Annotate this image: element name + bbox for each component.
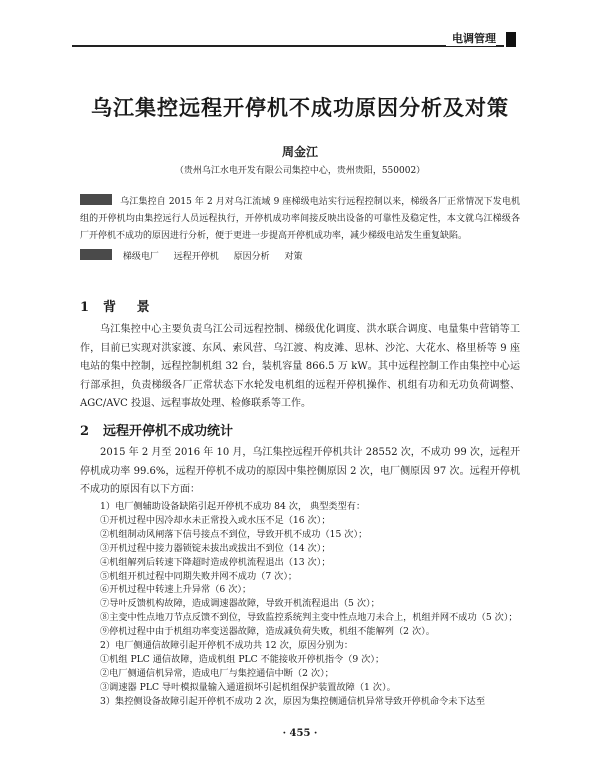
section-2-title: 远程开停机不成功统计 — [103, 424, 234, 439]
running-header — [0, 30, 600, 52]
list-item: ①开机过程中因冷却水未正常投入或水压不足（16 次）； — [100, 514, 331, 526]
section-1-title: 背 景 — [103, 300, 158, 315]
list-item: ④机组解列后转速下降超时造成停机流程退出（13 次）； — [100, 556, 331, 568]
section-2-intro: 2015 年 2 月至 2016 年 10 月，乌江集控远程开停机共计 28552 次，不成功 99 次，远程开停机成功率 99.6%，远程开停机不成功的原因中集控侧原因 2 次，电厂侧原因 97 次。远程开停机不成功的原因有以下方面： — [80, 447, 520, 496]
list-item: ②电厂侧通信机异常，造成电厂与集控通信中断（2 次）； — [100, 667, 334, 679]
list-item: ⑤机组开机过程中同期失败并网不成功（7 次）； — [100, 570, 298, 582]
keyword: 远程开停机 — [173, 252, 219, 262]
list-item: ⑧主变中性点地刀节点反馈不到位，导致监控系统判主变中性点地刀未合上，机组并网不成功（5 次）； — [100, 612, 518, 624]
section-2-heading — [80, 420, 233, 439]
subsection-1-lead: 1）电厂侧辅助设备缺陷引起开停机不成功 84 次， 典型类型有： — [100, 501, 366, 512]
abstract-label-marker — [80, 194, 112, 205]
author-name: 周金江 — [281, 145, 318, 159]
header-block-marker — [506, 32, 516, 47]
list-item: ③调速器 PLC 导叶模拟量输入通道损坏引起机组保护装置故障（1 次）。 — [100, 681, 396, 693]
header-section-label: 电调管理 — [446, 30, 496, 46]
keyword: 对策 — [284, 252, 303, 262]
list-item: ②机组制动风闸落下信号接点不到位，导致开机不成功（15 次）； — [100, 528, 368, 540]
section-2-number: 2 — [80, 424, 90, 439]
keyword: 原因分析 — [233, 252, 270, 262]
subsection-2-lead: 2）电厂侧通信故障引起开停机不成功共 12 次，原因分别为： — [100, 640, 354, 652]
header-rule — [72, 45, 504, 47]
section-1-heading — [80, 296, 158, 315]
author-affiliation: （贵州乌江水电开发有限公司集控中心，贵州贵阳，550002） — [174, 166, 426, 176]
keywords-label-marker — [80, 249, 112, 260]
abstract-text: 乌江集控自 2015 年 2 月对乌江流域 9 座梯级电站实行远程控制以来，梯级各厂正常情况下发电机组的开停机均由集控远行人员远程执行，开停机成功率间接反映出设备的可靠性及稳定性，本文就乌江梯级各厂开停机不成功的原因进行分析，便于更进一步提高开停机成功率，减少梯级电站发生重复缺陷。 — [80, 197, 520, 241]
list-item: ①机组 PLC 通信故障，造成机组 PLC 不能接收开停机指令（9 次）； — [100, 653, 385, 665]
subsection-3-lead: 3）集控侧设备故障引起开停机不成功 2 次，原因为集控侧通信机异常导致开停机命令未下达至 — [100, 695, 486, 707]
list-item: ⑨停机过程中由于机组功率变送器故障，造成减负荷失败，机组不能解列（2 次）。 — [100, 626, 435, 638]
section-1-body: 乌江集控中心主要负责乌江公司远程控制、梯级优化调度、洪水联合调度、电量集中营销等工作，目前已实现对洪家渡、东风、索风营、乌江渡、构皮滩、思林、沙沱、大花水、格里桥等 9 座电站的集中控制，远程控制机组 32 台，装机容量 866.5 万 kW。其中远程控制工作由集控中心运行部承担，负责梯级各厂正常状态下水轮发电机组的远程开停机操作、机组有功和无功负荷调整、AGC/AVC 投退、远程事故处理、检修联系等工作。 — [80, 324, 520, 410]
list-item: ⑦导叶反馈机构故障，造成调速器故障，导致开机流程退出（5 次）； — [100, 598, 380, 610]
list-item: ③开机过程中接力器锁锭未拔出或拔出不到位（14 次）； — [100, 542, 331, 554]
abstract — [80, 194, 520, 245]
paper-title: 乌江集控远程开停机不成功原因分析及对策 — [91, 95, 509, 120]
keywords — [80, 249, 520, 262]
section-1-number: 1 — [80, 300, 90, 315]
page-number: · 455 · — [282, 728, 318, 739]
keyword: 梯级电厂 — [122, 252, 159, 262]
list-item: ⑥开机过程中转速上升异常（6 次）； — [100, 584, 252, 596]
